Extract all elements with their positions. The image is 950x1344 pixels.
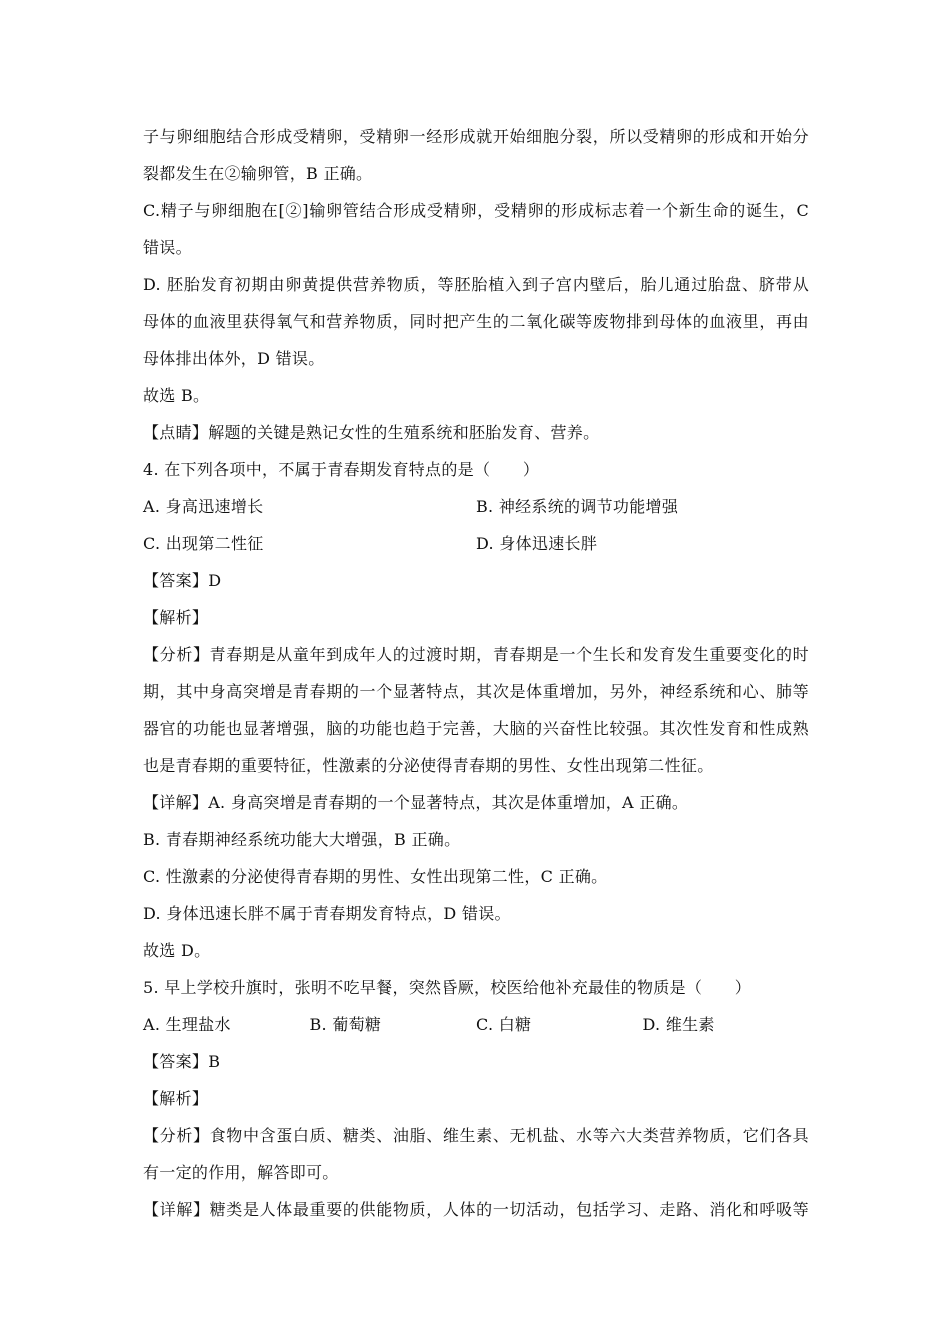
answer-option: C. 白糖 xyxy=(476,1015,532,1034)
text-line: 【详解】糖类是人体最重要的供能物质，人体的一切活动，包括学习、走路、消化和呼吸等 xyxy=(143,1200,809,1219)
text-line: D. 身体迅速长胖不属于青春期发育特点，D 错误。 xyxy=(143,904,511,923)
text-line: 【分析】青春期是从童年到成年人的过渡时期，青春期是一个生长和发育发生重要变化的时 xyxy=(143,645,809,664)
answer-options-row xyxy=(143,525,809,562)
text-line: 子与卵细胞结合形成受精卵，受精卵一经形成就开始细胞分裂，所以受精卵的形成和开始分 xyxy=(143,127,809,146)
text-line: D. 胚胎发育初期由卵黄提供营养物质，等胚胎植入到子宫内壁后，胎儿通过胎盘、脐带从 xyxy=(143,275,809,294)
answer-option: A. 生理盐水 xyxy=(143,1015,231,1034)
text-line: 【答案】D xyxy=(143,571,222,590)
text-line: 故选 D。 xyxy=(143,941,211,960)
text-line: B. 青春期神经系统功能大大增强，B 正确。 xyxy=(143,830,461,849)
text-line: 母体排出体外，D 错误。 xyxy=(143,349,325,368)
text-line: 5. 早上学校升旗时，张明不吃早餐，突然昏厥，校医给他补充最佳的物质是（ ） xyxy=(143,978,752,997)
answer-option: B. 葡萄糖 xyxy=(309,1015,382,1034)
text-line: 【答案】B xyxy=(143,1052,221,1071)
answer-option: C. 出现第二性征 xyxy=(143,534,264,553)
text-line: 【点睛】解题的关键是熟记女性的生殖系统和胚胎发育、营养。 xyxy=(143,423,600,442)
text-line: 4. 在下列各项中，不属于青春期发育特点的是（ ） xyxy=(143,460,540,479)
answer-option: B. 神经系统的调节功能增强 xyxy=(476,497,679,516)
text-line: 母体的血液里获得氧气和营养物质，同时把产生的二氧化碳等废物排到母体的血液里，再由 xyxy=(143,312,809,331)
text-line: C.精子与卵细胞在[②]输卵管结合形成受精卵，受精卵的形成标志着一个新生命的诞生，C xyxy=(143,201,809,220)
text-line: 【解析】 xyxy=(143,1089,209,1108)
text-line: 期，其中身高突增是青春期的一个显著特点，其次是体重增加，另外，神经系统和心、肺等 xyxy=(143,682,809,701)
text-line: 【解析】 xyxy=(143,608,209,627)
text-line: 有一定的作用，解答即可。 xyxy=(143,1163,339,1182)
text-line: 错误。 xyxy=(143,238,192,257)
text-line: 【分析】食物中含蛋白质、糖类、油脂、维生素、无机盐、水等六大类营养物质，它们各具 xyxy=(143,1126,809,1145)
text-line: 器官的功能也显著增强，脑的功能也趋于完善，大脑的兴奋性比较强。其次性发育和性成熟 xyxy=(143,719,809,738)
answer-option: D. 身体迅速长胖 xyxy=(476,534,598,553)
text-line: 也是青春期的重要特征，性激素的分泌使得青春期的男性、女性出现第二性征。 xyxy=(143,756,714,775)
text-line: C. 性激素的分泌使得青春期的男性、女性出现第二性，C 正确。 xyxy=(143,867,608,886)
text-line: 故选 B。 xyxy=(143,386,210,405)
answer-option: D. 维生素 xyxy=(642,1015,715,1034)
document-page xyxy=(143,118,809,1228)
text-line: 【详解】A. 身高突增是青春期的一个显著特点，其次是体重增加，A 正确。 xyxy=(143,793,689,812)
answer-options-row xyxy=(143,488,809,525)
answer-option: A. 身高迅速增长 xyxy=(143,497,264,516)
answer-options-row xyxy=(143,1006,809,1043)
text-line: 裂都发生在②输卵管，B 正确。 xyxy=(143,164,373,183)
